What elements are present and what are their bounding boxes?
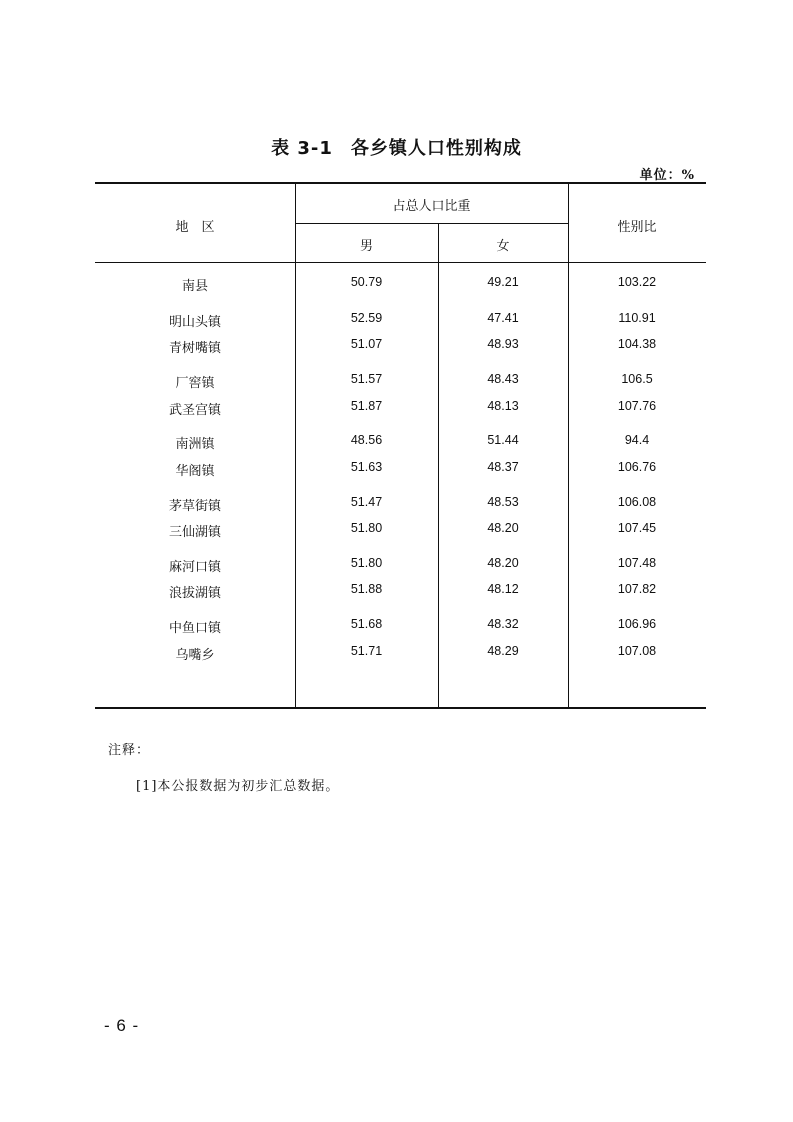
table-row	[95, 617, 706, 635]
region-cell: 三仙湖镇	[168, 525, 221, 540]
data-table	[95, 182, 706, 709]
table-row	[95, 275, 706, 293]
table-row	[95, 460, 706, 478]
ratio-cell: 104.38	[617, 337, 657, 351]
table-title-text: 各乡镇人口性别构成	[350, 138, 522, 159]
table-row	[95, 372, 706, 390]
female-cell: 48.12	[487, 582, 519, 596]
table-row	[95, 311, 706, 329]
header-population-share: 占总人口比重	[392, 199, 471, 214]
group-header-divider	[295, 223, 568, 224]
ratio-cell: 106.96	[617, 617, 657, 631]
female-cell: 48.20	[487, 556, 519, 570]
region-cell: 南洲镇	[175, 437, 215, 452]
table-row	[95, 521, 706, 539]
notes-label: 注释：	[108, 743, 151, 758]
table-row	[95, 399, 706, 417]
male-cell: 51.07	[350, 337, 383, 351]
region-cell: 华阁镇	[175, 464, 215, 479]
female-cell: 48.13	[487, 399, 519, 413]
female-cell: 49.21	[487, 275, 519, 289]
male-cell: 51.57	[350, 372, 383, 386]
ratio-cell: 103.22	[617, 275, 657, 289]
female-cell: 48.20	[487, 521, 519, 535]
table-row	[95, 644, 706, 662]
female-cell: 48.93	[487, 337, 519, 351]
ratio-cell: 107.08	[617, 644, 657, 658]
female-cell: 51.44	[487, 433, 519, 447]
table-row	[95, 556, 706, 574]
table-number: 表 3-1	[271, 138, 333, 159]
male-cell: 51.80	[350, 556, 383, 570]
female-cell: 48.32	[487, 617, 519, 631]
unit-label: 单位：%	[639, 168, 695, 183]
female-cell: 47.41	[487, 311, 519, 325]
note-item: [1]本公报数据为初步汇总数据。	[136, 779, 340, 794]
table-title	[0, 134, 793, 160]
male-cell: 51.80	[350, 521, 383, 535]
region-cell: 中鱼口镇	[168, 621, 221, 636]
region-cell: 明山头镇	[168, 315, 221, 330]
male-cell: 51.68	[350, 617, 383, 631]
table-row	[95, 433, 706, 451]
male-cell: 50.79	[350, 275, 383, 289]
header-male: 男	[359, 239, 373, 254]
table-row	[95, 495, 706, 513]
ratio-cell: 107.76	[617, 399, 657, 413]
region-cell: 南县	[181, 279, 208, 294]
table-row	[95, 337, 706, 355]
header-female: 女	[496, 239, 510, 254]
male-cell: 48.56	[350, 433, 383, 447]
region-cell: 浪拔湖镇	[168, 586, 221, 601]
male-cell: 51.47	[350, 495, 383, 509]
ratio-cell: 106.5	[621, 372, 653, 386]
female-cell: 48.43	[487, 372, 519, 386]
ratio-cell: 107.82	[617, 582, 657, 596]
region-cell: 麻河口镇	[168, 560, 221, 575]
female-cell: 48.53	[487, 495, 519, 509]
region-cell: 乌嘴乡	[175, 648, 215, 663]
header-sex-ratio: 性别比	[617, 220, 657, 235]
header-bottom-rule	[95, 262, 706, 263]
male-cell: 52.59	[350, 311, 383, 325]
female-cell: 48.29	[487, 644, 519, 658]
ratio-cell: 106.08	[617, 495, 657, 509]
page-number: - 6 -	[104, 1016, 140, 1035]
region-cell: 青树嘴镇	[168, 341, 221, 356]
male-cell: 51.88	[350, 582, 383, 596]
ratio-cell: 107.45	[617, 521, 657, 535]
female-cell: 48.37	[487, 460, 519, 474]
region-cell: 厂窖镇	[175, 376, 215, 391]
header-region: 地 区	[175, 220, 215, 235]
ratio-cell: 110.91	[618, 311, 656, 325]
region-cell: 茅草街镇	[168, 499, 221, 514]
ratio-cell: 107.48	[617, 556, 657, 570]
table-row	[95, 582, 706, 600]
male-cell: 51.71	[350, 644, 383, 658]
ratio-cell: 94.4	[624, 433, 650, 447]
ratio-cell: 106.76	[617, 460, 657, 474]
male-cell: 51.63	[350, 460, 383, 474]
region-cell: 武圣宫镇	[168, 403, 221, 418]
male-cell: 51.87	[350, 399, 383, 413]
